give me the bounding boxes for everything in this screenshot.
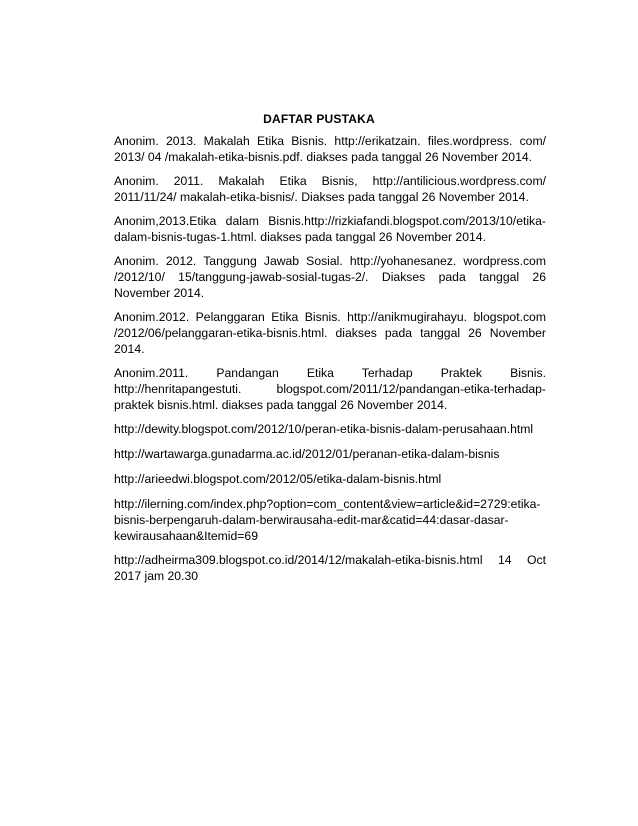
reference-item: Anonim. 2011. Makalah Etika Bisnis, http://antilicious.wordpress.com/ 2011/11/24/ makalah-etika-bisnis/. Diakses pada tanggal 26 November 2014. bbox=[114, 174, 546, 204]
reference-item: http://adheirma309.blogspot.co.id/2014/12/makalah-etika-bisnis.html 14 Oct 2017 jam 20.30 bbox=[114, 553, 546, 583]
reference-item: Anonim,2013.Etika dalam Bisnis.http://rizkiafandi.blogspot.com/2013/10/etika-dalam-bisnis-tugas-1.html. diakses pada tanggal 26 November 2014. bbox=[114, 214, 546, 244]
reference-item: http://arieedwi.blogspot.com/2012/05/etika-dalam-bisnis.html bbox=[114, 472, 442, 486]
reference-item: Anonim.2012. Pelanggaran Etika Bisnis. http://anikmugirahayu. blogspot.com /2012/06/pelanggaran-etika-bisnis.html. diakses pada tanggal 26 November 2014. bbox=[114, 310, 546, 356]
reference-item: Anonim. 2012. Tanggung Jawab Sosial. http://yohanesanez. wordpress.com /2012/10/ 15/tanggung-jawab-sosial-tugas-2/. Diakses pada tanggal 26 November 2014. bbox=[114, 254, 546, 300]
reference-list bbox=[114, 133, 546, 592]
reference-item: http://wartawarga.gunadarma.ac.id/2012/01/peranan-etika-dalam-bisnis bbox=[114, 447, 500, 461]
reference-item: Anonim.2011. Pandangan Etika Terhadap Praktek Bisnis. http://henritapangestuti. blogspot.com/2011/12/pandangan-etika-terhadap-praktek bisnis.html. diakses pada tanggal 26 November 2014. bbox=[114, 366, 546, 412]
reference-item: Anonim. 2013. Makalah Etika Bisnis. http://erikatzain. files.wordpress. com/ 2013/ 04 /makalah-etika-bisnis.pdf. diakses pada tanggal 26 November 2014. bbox=[114, 134, 546, 164]
reference-item: http://dewity.blogspot.com/2012/10/peran-etika-bisnis-dalam-perusahaan.html bbox=[114, 422, 534, 436]
reference-item: http://ilerning.com/index.php?option=com_content&view=article&id=2729:etika-bisnis-berpengaruh-dalam-berwirausaha-edit-mar&catid=44:dasar-dasar-kewirausahaan&Itemid=69 bbox=[114, 497, 541, 543]
page-title: DAFTAR PUSTAKA bbox=[263, 112, 375, 126]
